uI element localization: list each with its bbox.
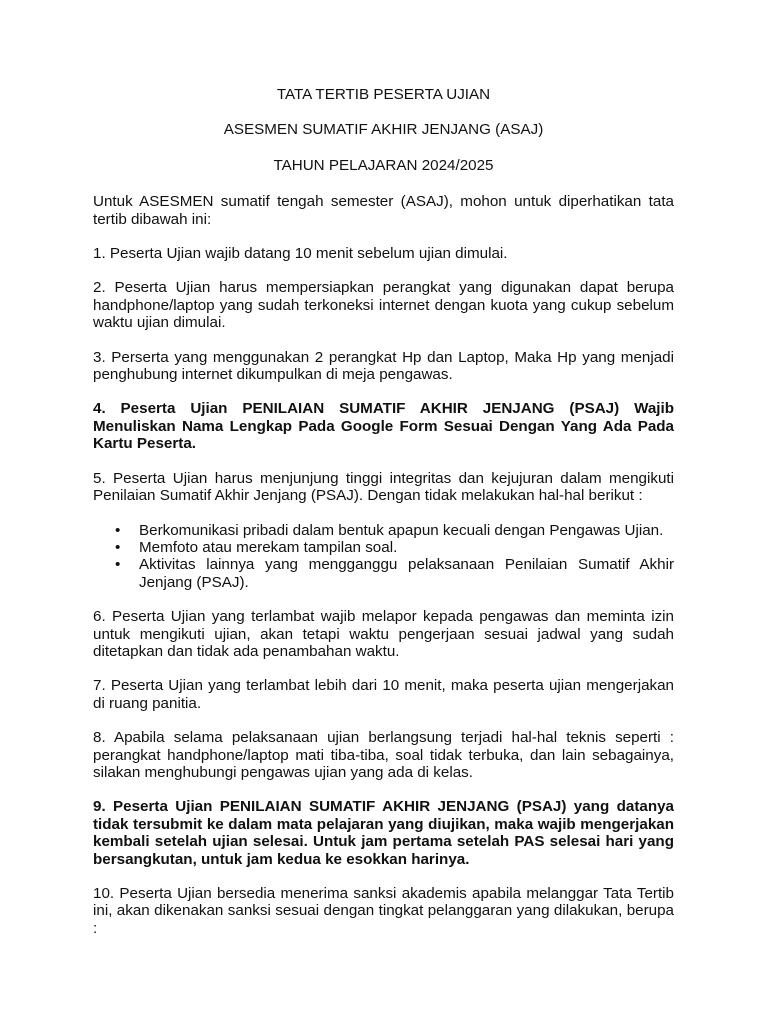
bullet-icon: • <box>115 556 121 574</box>
list-item <box>115 538 674 556</box>
bullet-text: Berkomunikasi pribadi dalam bentuk apapun kecuali dengan Pengawas Ujian. <box>139 521 664 539</box>
bullet-text: Aktivitas lainnya yang mengganggu pelaksanaan Penilaian Sumatif Akhir Jenjang (PSAJ). <box>139 556 674 591</box>
rule-1: 1. Peserta Ujian wajib datang 10 menit sebelum ujian dimulai. <box>93 245 508 263</box>
rule-3: 3. Perserta yang menggunakan 2 perangkat Hp dan Laptop, Maka Hp yang menjadi penghubung internet dikumpulkan di meja pengawas. <box>93 348 674 384</box>
intro-paragraph: Untuk ASESMEN sumatif tengah semester (ASAJ), mohon untuk diperhatikan tata tertib dibawah ini: <box>93 193 674 228</box>
rule-2: 2. Peserta Ujian harus mempersiapkan perangkat yang digunakan dapat berupa handphone/laptop yang sudah terkoneksi internet dengan kuota yang cukup sebelum waktu ujian dimulai. <box>93 279 674 332</box>
rule-8: 8. Apabila selama pelaksanaan ujian berlangsung terjadi hal-hal teknis seperti : perangkat handphone/laptop mati tiba-tiba, soal tidak terbuka, dan lain sebagainya, silakan menghubungi pengawas ujian yang ada di kelas. <box>93 729 674 781</box>
document-title: TATA TERTIB PESERTA UJIAN <box>276 86 491 103</box>
document-academic-year: TAHUN PELAJARAN 2024/2025 <box>273 156 494 174</box>
rule-9: 9. Peserta Ujian PENILAIAN SUMATIF AKHIR JENJANG (PSAJ) yang datanya tidak tersubmit ke dalam mata pelajaran yang diujikan, maka wajib mengerjakan kembali setelah ujian selesai. Untuk jam pertama setelah PAS selesai hari yang bersangkutan, untuk jam kedua ke esokkan harinya. <box>93 798 674 868</box>
list-item <box>115 521 674 539</box>
rule-5-bullet-list <box>93 522 674 592</box>
rule-4: 4. Peserta Ujian PENILAIAN SUMATIF AKHIR JENJANG (PSAJ) Wajib Menuliskan Nama Lengkap Pada Google Form Sesuai Dengan Yang Ada Pada Kartu Peserta. <box>93 400 674 453</box>
rule-5: 5. Peserta Ujian harus menjunjung tinggi integritas dan kejujuran dalam mengikuti Penilaian Sumatif Akhir Jenjang (PSAJ). Dengan tidak melakukan hal-hal berikut : <box>93 469 674 505</box>
list-item <box>115 556 674 591</box>
bullet-icon: • <box>115 521 121 539</box>
document-subtitle: ASESMEN SUMATIF AKHIR JENJANG (ASAJ) <box>223 121 544 139</box>
bullet-text: Memfoto atau merekam tampilan soal. <box>139 538 398 556</box>
rule-6: 6. Peserta Ujian yang terlambat wajib melapor kepada pengawas dan meminta izin untuk mengikuti ujian, akan tetapi waktu pengerjaan sesuai jadwal yang sudah ditetapkan dan tidak ada penambahan waktu. <box>93 608 674 660</box>
rule-7: 7. Peserta Ujian yang terlambat lebih dari 10 menit, maka peserta ujian mengerjakan di ruang panitia. <box>93 677 674 712</box>
bullet-icon: • <box>115 538 121 556</box>
rule-10: 10. Peserta Ujian bersedia menerima sanksi akademis apabila melanggar Tata Tertib ini, akan dikenakan sanksi sesuai dengan tingkat pelanggaran yang dilakukan, berupa : <box>93 885 674 937</box>
